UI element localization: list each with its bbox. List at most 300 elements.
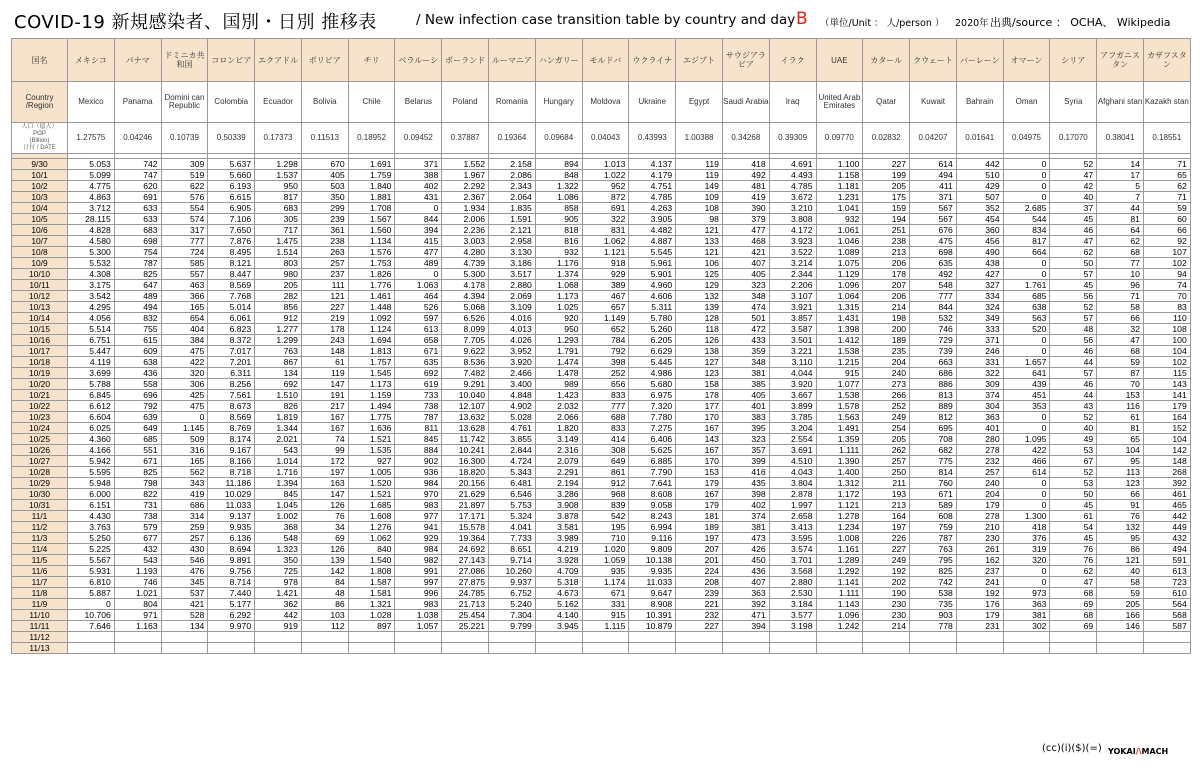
country-name-english: Egypt (676, 82, 723, 123)
case-count-cell: 1.121 (816, 500, 863, 511)
case-count-cell: 682 (910, 445, 957, 456)
case-count-cell: 371 (910, 192, 957, 203)
case-count-cell: 544 (1003, 214, 1050, 225)
case-count-cell: 733 (395, 390, 442, 401)
country-name-japanese: UAE (816, 39, 863, 82)
case-count-cell: 613 (1143, 566, 1190, 577)
case-count-cell: 143 (1143, 379, 1190, 390)
case-count-cell: 239 (676, 588, 723, 599)
case-count-cell: 4.044 (769, 368, 816, 379)
case-count-cell: 8.769 (208, 423, 255, 434)
case-count-cell: 983 (395, 500, 442, 511)
case-count-cell: 2.064 (489, 192, 536, 203)
case-count-cell: 4.308 (68, 269, 115, 280)
case-count-cell: 66 (1143, 225, 1190, 236)
case-count-cell: 214 (863, 302, 910, 313)
case-count-cell: 658 (395, 335, 442, 346)
case-count-cell: 867 (255, 357, 302, 368)
case-count-cell: 7.320 (629, 401, 676, 412)
case-count-cell: 528 (161, 610, 208, 621)
case-count-cell: 371 (395, 159, 442, 170)
population-value: 0.09452 (395, 123, 442, 154)
case-count-cell: 83 (1143, 302, 1190, 313)
case-count-cell: 178 (863, 269, 910, 280)
case-count-cell: 510 (956, 170, 1003, 181)
case-count-cell: 619 (395, 379, 442, 390)
case-count-cell: 834 (1003, 225, 1050, 236)
case-count-cell: 635 (395, 357, 442, 368)
case-count-cell: 392 (1143, 478, 1190, 489)
case-count-cell: 5.447 (68, 346, 115, 357)
case-count-cell: 2.880 (489, 280, 536, 291)
case-count-cell: 309 (161, 159, 208, 170)
case-count-cell: 1.061 (816, 225, 863, 236)
date-cell: 11/8 (12, 588, 68, 599)
case-count-cell: 421 (722, 247, 769, 258)
case-count-cell: 542 (582, 511, 629, 522)
case-count-cell (395, 632, 442, 643)
case-count-cell: 7.017 (208, 346, 255, 357)
case-count-cell: 1.014 (255, 456, 302, 467)
case-count-cell: 66 (1097, 313, 1144, 324)
case-count-cell: 6.205 (629, 335, 676, 346)
case-count-cell: 747 (114, 170, 161, 181)
table-row (12, 379, 1191, 390)
case-count-cell: 334 (956, 291, 1003, 302)
case-count-cell: 1.315 (816, 302, 863, 313)
case-count-cell: 6.061 (208, 313, 255, 324)
case-count-cell: 941 (395, 522, 442, 533)
case-count-cell: 96 (1097, 280, 1144, 291)
case-count-cell: 3.928 (535, 555, 582, 566)
case-count-cell: 1.321 (348, 599, 395, 610)
case-count-cell: 1.421 (255, 588, 302, 599)
case-count-cell: 1.538 (816, 346, 863, 357)
case-transition-table (11, 38, 1190, 654)
case-count-cell: 241 (956, 577, 1003, 588)
case-count-cell: 568 (1143, 610, 1190, 621)
case-count-cell: 421 (161, 599, 208, 610)
case-count-cell: 676 (910, 225, 957, 236)
case-count-cell: 3.763 (68, 522, 115, 533)
case-count-cell: 414 (582, 434, 629, 445)
case-count-cell: 8.714 (208, 577, 255, 588)
case-count-cell: 472 (722, 324, 769, 335)
case-count-cell: 905 (535, 214, 582, 225)
population-value: 0.43993 (629, 123, 676, 154)
case-count-cell: 1.064 (816, 291, 863, 302)
case-count-cell: 622 (161, 181, 208, 192)
case-count-cell: 9.647 (629, 588, 676, 599)
case-count-cell: 1.008 (816, 533, 863, 544)
population-value: 0.01641 (956, 123, 1003, 154)
case-count-cell: 305 (255, 214, 302, 225)
case-count-cell: 18.820 (442, 467, 489, 478)
case-count-cell: 388 (395, 170, 442, 181)
table-row (12, 269, 1191, 280)
case-count-cell (1143, 632, 1190, 643)
country-name-english: Panama (114, 82, 161, 123)
case-count-cell: 147 (301, 489, 348, 500)
case-count-cell: 64 (1097, 225, 1144, 236)
case-count-cell: 5.300 (442, 269, 489, 280)
case-count-cell: 192 (863, 566, 910, 577)
case-count-cell: 477 (395, 247, 442, 258)
case-count-cell: 204 (863, 357, 910, 368)
case-count-cell: 8.651 (489, 544, 536, 555)
case-count-cell (348, 632, 395, 643)
country-name-english: Hungary (535, 82, 582, 123)
case-count-cell: 8.569 (208, 412, 255, 423)
case-count-cell: 1.761 (1003, 280, 1050, 291)
case-count-cell (1003, 643, 1050, 654)
case-count-cell (1050, 632, 1097, 643)
case-count-cell: 9.137 (208, 511, 255, 522)
case-count-cell: 2.316 (535, 445, 582, 456)
case-count-cell: 76 (1097, 511, 1144, 522)
case-count-cell: 4.887 (629, 236, 676, 247)
case-count-cell: 159 (863, 203, 910, 214)
case-count-cell: 639 (114, 412, 161, 423)
case-count-cell: 282 (255, 291, 302, 302)
table-row (12, 577, 1191, 588)
case-count-cell: 362 (255, 599, 302, 610)
case-count-cell: 348 (722, 291, 769, 302)
case-count-cell: 152 (1143, 423, 1190, 434)
case-count-cell: 8.447 (208, 269, 255, 280)
case-count-cell (114, 632, 161, 643)
case-count-cell: 1.057 (395, 621, 442, 632)
case-count-cell: 1.819 (255, 412, 302, 423)
case-count-cell (535, 643, 582, 654)
case-count-cell: 839 (582, 500, 629, 511)
case-count-cell (1097, 632, 1144, 643)
case-count-cell: 2.344 (769, 269, 816, 280)
case-count-cell: 46 (1050, 379, 1097, 390)
table-row (12, 357, 1191, 368)
case-count-cell: 698 (910, 247, 957, 258)
date-cell: 10/13 (12, 302, 68, 313)
country-name-english: Qatar (863, 82, 910, 123)
case-count-cell: 4.043 (769, 467, 816, 478)
case-count-cell: 415 (395, 236, 442, 247)
case-count-cell: 381 (722, 368, 769, 379)
case-count-cell: 886 (910, 379, 957, 390)
case-count-cell: 119 (676, 159, 723, 170)
case-count-cell: 57 (1050, 368, 1097, 379)
case-count-cell: 475 (161, 346, 208, 357)
date-cell: 11/6 (12, 566, 68, 577)
case-count-cell: 0 (1003, 500, 1050, 511)
case-count-cell: 118 (676, 324, 723, 335)
case-count-cell: 952 (582, 181, 629, 192)
case-count-cell: 845 (255, 489, 302, 500)
case-count-cell: 509 (161, 434, 208, 445)
case-count-cell: 814 (910, 467, 957, 478)
brand-logo (1108, 747, 1168, 756)
case-count-cell: 47 (1097, 335, 1144, 346)
case-count-cell: 374 (956, 390, 1003, 401)
case-count-cell: 848 (535, 170, 582, 181)
case-count-cell: 1.520 (348, 478, 395, 489)
case-count-cell: 817 (1003, 236, 1050, 247)
case-count-cell: 1.062 (348, 533, 395, 544)
case-count-cell: 698 (114, 236, 161, 247)
case-count-cell: 402 (722, 500, 769, 511)
case-count-cell: 656 (582, 379, 629, 390)
case-count-cell: 1.173 (348, 379, 395, 390)
table-row (12, 302, 1191, 313)
case-count-cell: 822 (114, 489, 161, 500)
case-count-cell: 494 (114, 302, 161, 313)
case-count-cell: 32 (1097, 324, 1144, 335)
case-count-cell: 7.733 (489, 533, 536, 544)
country-name-english: Belarus (395, 82, 442, 123)
case-count-cell: 3.186 (489, 258, 536, 269)
case-count-cell: 76 (1050, 555, 1097, 566)
case-count-cell: 436 (722, 566, 769, 577)
case-count-cell: 466 (1003, 456, 1050, 467)
case-count-cell: 91 (1097, 500, 1144, 511)
country-name-english: Bahrain (956, 82, 1003, 123)
case-count-cell: 262 (863, 445, 910, 456)
case-count-cell: 8.718 (208, 467, 255, 478)
case-count-cell: 16.300 (442, 456, 489, 467)
case-count-cell: 1.086 (535, 192, 582, 203)
case-count-cell: 10.879 (629, 621, 676, 632)
case-count-cell: 970 (395, 489, 442, 500)
case-count-cell: 5.240 (489, 599, 536, 610)
case-count-cell: 205 (863, 181, 910, 192)
case-count-cell: 125 (676, 269, 723, 280)
case-count-cell: 671 (114, 456, 161, 467)
case-count-cell: 7.641 (629, 478, 676, 489)
date-cell: 9/30 (12, 159, 68, 170)
case-count-cell: 9.622 (442, 346, 489, 357)
case-count-cell: 671 (395, 346, 442, 357)
case-count-cell: 62 (1050, 566, 1097, 577)
case-count-cell (535, 632, 582, 643)
case-count-cell: 983 (395, 599, 442, 610)
population-value: 0.18952 (348, 123, 395, 154)
table-row (12, 214, 1191, 225)
date-cell: 11/11 (12, 621, 68, 632)
table-row (12, 390, 1191, 401)
case-count-cell: 401 (722, 401, 769, 412)
case-count-cell: 139 (676, 302, 723, 313)
case-count-cell: 257 (863, 456, 910, 467)
case-count-cell: 833 (582, 423, 629, 434)
date-cell: 10/9 (12, 258, 68, 269)
case-count-cell: 1.289 (816, 555, 863, 566)
case-count-cell: 320 (161, 368, 208, 379)
case-count-cell: 52 (1050, 159, 1097, 170)
case-count-cell: 1.028 (348, 610, 395, 621)
date-cell: 11/5 (12, 555, 68, 566)
case-count-cell: 551 (114, 445, 161, 456)
date-cell: 11/7 (12, 577, 68, 588)
case-count-cell: 197 (863, 522, 910, 533)
case-count-cell: 167 (301, 412, 348, 423)
case-count-cell: 52 (1050, 467, 1097, 478)
date-cell: 10/2 (12, 181, 68, 192)
case-count-cell: 224 (676, 566, 723, 577)
date-cell: 11/13 (12, 643, 68, 654)
case-count-cell: 826 (255, 401, 302, 412)
case-count-cell: 894 (535, 159, 582, 170)
case-count-cell: 48 (301, 588, 348, 599)
case-count-cell: 67 (1050, 456, 1097, 467)
case-count-cell: 100 (1143, 335, 1190, 346)
case-count-cell: 205 (255, 280, 302, 291)
case-count-cell: 456 (956, 236, 1003, 247)
case-count-cell: 526 (395, 302, 442, 313)
case-count-cell: 1.293 (535, 335, 582, 346)
case-count-cell: 884 (395, 445, 442, 456)
population-value: 0.04207 (910, 123, 957, 154)
case-count-cell: 1.578 (816, 401, 863, 412)
case-count-cell: 139 (301, 555, 348, 566)
case-count-cell: 3.110 (769, 357, 816, 368)
case-count-cell: 359 (722, 346, 769, 357)
case-count-cell: 8.908 (629, 599, 676, 610)
case-count-cell: 6.292 (208, 610, 255, 621)
case-count-cell: 9.291 (442, 379, 489, 390)
case-count-cell: 579 (114, 522, 161, 533)
corner-japanese: 国名 (12, 39, 68, 82)
case-count-cell: 3.808 (769, 214, 816, 225)
case-count-cell: 8.372 (208, 335, 255, 346)
case-count-cell: 492 (722, 170, 769, 181)
case-count-cell: 3.501 (769, 335, 816, 346)
date-cell: 10/4 (12, 203, 68, 214)
case-count-cell: 6.604 (68, 412, 115, 423)
case-count-cell: 1.292 (816, 566, 863, 577)
date-cell: 10/24 (12, 423, 68, 434)
case-count-cell: 5.162 (535, 599, 582, 610)
case-count-cell: 5.637 (208, 159, 255, 170)
date-cell: 10/6 (12, 225, 68, 236)
case-count-cell: 438 (956, 258, 1003, 269)
table-row (12, 489, 1191, 500)
case-count-cell: 4.140 (535, 610, 582, 621)
case-count-cell: 8.174 (208, 434, 255, 445)
case-count-cell: 179 (1143, 401, 1190, 412)
case-count-cell: 345 (161, 577, 208, 588)
case-count-cell: 825 (910, 566, 957, 577)
country-name-japanese: サウジアラビア (722, 39, 769, 82)
case-count-cell: 439 (1003, 379, 1050, 390)
case-count-cell: 0 (395, 203, 442, 214)
case-count-cell (863, 643, 910, 654)
case-count-cell: 633 (114, 214, 161, 225)
case-count-cell: 6.615 (208, 192, 255, 203)
case-count-cell: 179 (956, 610, 1003, 621)
case-count-cell: 7.106 (208, 214, 255, 225)
case-count-cell: 1.708 (348, 203, 395, 214)
table-row (12, 247, 1191, 258)
case-count-cell: 6.629 (629, 346, 676, 357)
table-row (12, 346, 1191, 357)
case-count-cell: 316 (161, 445, 208, 456)
case-count-cell: 240 (863, 368, 910, 379)
case-count-cell: 1.100 (816, 159, 863, 170)
case-count-cell: 9.935 (629, 566, 676, 577)
case-count-cell: 71 (1143, 159, 1190, 170)
case-count-cell: 1.038 (395, 610, 442, 621)
date-cell: 10/1 (12, 170, 68, 181)
population-value: 1.00388 (676, 123, 723, 154)
case-count-cell: 635 (910, 258, 957, 269)
country-name-english: United Arab Emirates (816, 82, 863, 123)
case-count-cell: 3.921 (769, 302, 816, 313)
table-row (12, 181, 1191, 192)
case-count-cell: 477 (722, 225, 769, 236)
case-count-cell: 426 (722, 544, 769, 555)
case-count-cell: 609 (114, 346, 161, 357)
case-count-cell (629, 632, 676, 643)
case-count-cell: 872 (582, 192, 629, 203)
case-count-cell: 263 (301, 247, 348, 258)
case-count-cell: 449 (1143, 522, 1190, 533)
case-count-cell: 1.398 (816, 324, 863, 335)
case-count-cell: 6.752 (489, 588, 536, 599)
case-count-cell: 832 (114, 313, 161, 324)
table-variant-label: B (796, 9, 808, 29)
case-count-cell: 996 (395, 588, 442, 599)
case-count-cell: 278 (956, 511, 1003, 522)
case-count-cell: 71 (1143, 192, 1190, 203)
case-count-cell: 104 (1097, 445, 1144, 456)
case-count-cell: 46 (1050, 225, 1097, 236)
case-count-cell: 3.587 (769, 324, 816, 335)
case-count-cell: 1.776 (348, 280, 395, 291)
case-count-cell: 6.526 (442, 313, 489, 324)
case-count-cell: 1.075 (816, 258, 863, 269)
case-count-cell: 613 (395, 324, 442, 335)
case-count-cell: 12.107 (442, 401, 489, 412)
case-count-cell: 3.699 (68, 368, 115, 379)
case-count-cell: 691 (114, 192, 161, 203)
case-count-cell: 5.225 (68, 544, 115, 555)
case-count-cell: 2.878 (769, 489, 816, 500)
case-count-cell: 9.970 (208, 621, 255, 632)
case-count-cell: 237 (301, 269, 348, 280)
case-count-cell: 977 (395, 511, 442, 522)
case-count-cell: 246 (956, 346, 1003, 357)
case-count-cell: 620 (114, 181, 161, 192)
case-count-cell: 175 (863, 192, 910, 203)
header (0, 0, 1200, 36)
case-count-cell: 4.960 (629, 280, 676, 291)
title-japanese: COVID-19 新規感染者、国別・日別 推移表 (14, 12, 377, 33)
case-count-cell: 164 (863, 511, 910, 522)
date-cell: 10/11 (12, 280, 68, 291)
case-count-cell: 784 (582, 335, 629, 346)
case-count-cell: 1.759 (348, 170, 395, 181)
case-count-cell: 991 (395, 566, 442, 577)
case-count-cell: 763 (910, 544, 957, 555)
case-count-cell: 205 (1097, 599, 1144, 610)
case-count-cell: 3.221 (769, 346, 816, 357)
case-count-cell: 433 (722, 335, 769, 346)
case-count-cell: 2.292 (442, 181, 489, 192)
case-count-cell: 554 (161, 203, 208, 214)
case-count-cell: 633 (114, 203, 161, 214)
case-count-cell: 179 (676, 478, 723, 489)
case-count-cell: 399 (722, 456, 769, 467)
case-count-cell: 1.149 (582, 313, 629, 324)
